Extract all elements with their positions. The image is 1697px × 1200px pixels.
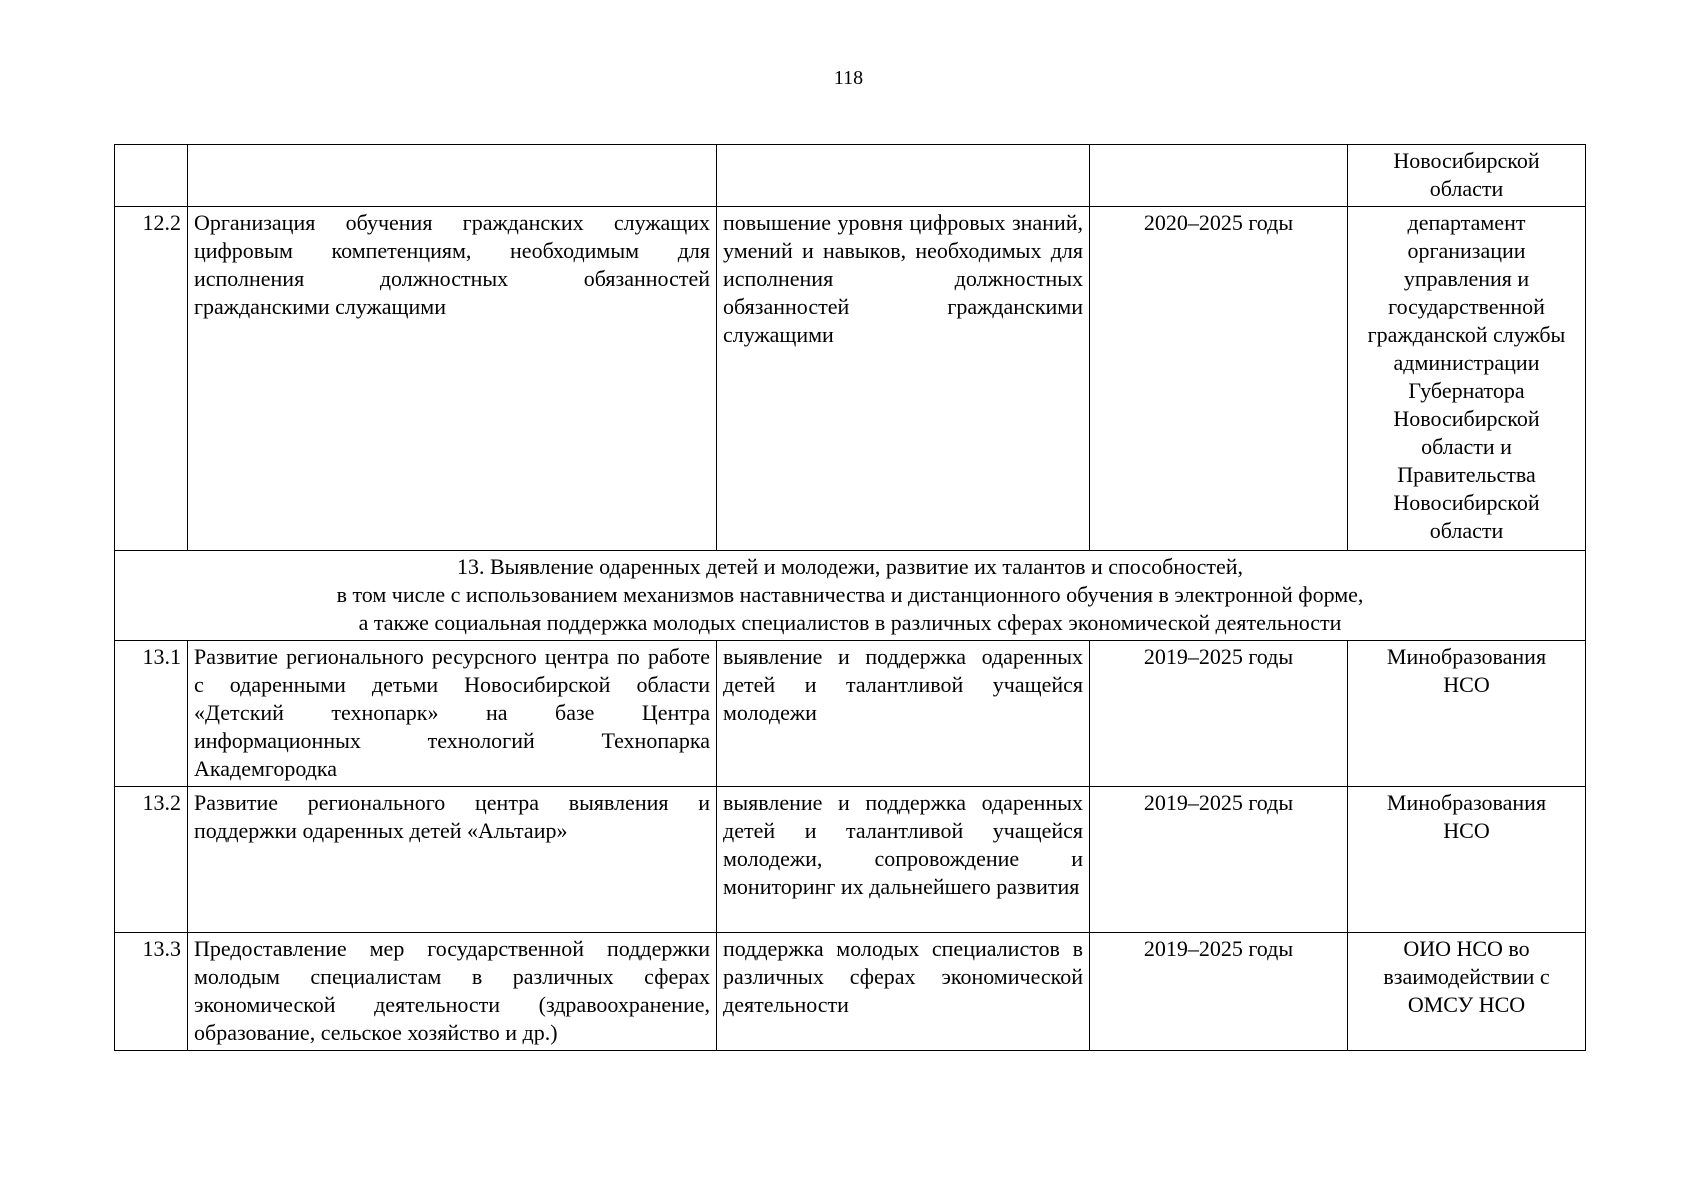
section-heading-line-2: в том числе с использованием механизмов наставничества и дистанционного обучения в электронной форме, xyxy=(336,582,1364,607)
section-heading-line-3: а также социальная поддержка молодых специалистов в различных сферах экономической деятельности xyxy=(358,610,1342,635)
cell-num: 13.1 xyxy=(115,641,188,787)
table-row-13-1 xyxy=(115,641,1586,787)
cell-event xyxy=(188,145,717,207)
table-row-12-2 xyxy=(115,207,1586,551)
cell-result xyxy=(717,145,1090,207)
section-heading-line-1: 13. Выявление одаренных детей и молодежи, развитие их талантов и способностей, xyxy=(456,554,1244,579)
cell-period: 2019–2025 годы xyxy=(1090,787,1348,933)
cell-num: 12.2 xyxy=(115,207,188,551)
cell-result: выявление и поддержка одаренных детей и талантливой учащейся молодежи xyxy=(717,641,1090,787)
cell-executor: ОИО НСО во взаимодействии с ОМСУ НСО xyxy=(1348,933,1586,1051)
table-section-13 xyxy=(115,551,1586,641)
cell-period: 2019–2025 годы xyxy=(1090,933,1348,1051)
cell-event: Развитие регионального ресурсного центра по работе с одаренными детьми Новосибирской области «Детский технопарк» на базе Центра информационных технологий Технопарка Академгородка xyxy=(188,641,717,787)
cell-executor: Минобразования НСО xyxy=(1348,787,1586,933)
cell-result: повышение уровня цифровых знаний, умений и навыков, необходимых для исполнения должностных обязанностей гражданскими служащими xyxy=(717,207,1090,551)
cell-event: Развитие регионального центра выявления и поддержки одаренных детей «Альтаир» xyxy=(188,787,717,933)
cell-period: 2020–2025 годы xyxy=(1090,207,1348,551)
cell-period: 2019–2025 годы xyxy=(1090,641,1348,787)
cell-result: выявление и поддержка одаренных детей и талантливой учащейся молодежи, сопровождение и мониторинг их дальнейшего развития xyxy=(717,787,1090,933)
table-row-13-3 xyxy=(115,933,1586,1051)
cell-event: Предоставление мер государственной поддержки молодым специалистам в различных сферах экономической деятельности (здравоохранение, образование, сельское хозяйство и др.) xyxy=(188,933,717,1051)
cell-num: 13.2 xyxy=(115,787,188,933)
cell-period xyxy=(1090,145,1348,207)
table-row-13-2 xyxy=(115,787,1586,933)
cell-executor: Новосибирской области xyxy=(1348,145,1586,207)
section-heading xyxy=(115,551,1586,641)
page-number: 118 xyxy=(833,67,864,89)
plan-table xyxy=(114,144,1586,1051)
cell-result: поддержка молодых специалистов в различных сферах экономической деятельности xyxy=(717,933,1090,1051)
cell-executor: департамент организации управления и государственной гражданской службы администрации Губернатора Новосибирской области и Правительства Новосибирской области xyxy=(1348,207,1586,551)
table-row-continuation xyxy=(115,145,1586,207)
cell-num xyxy=(115,145,188,207)
cell-event: Организация обучения гражданских служащих цифровым компетенциям, необходимым для исполнения должностных обязанностей гражданскими служащими xyxy=(188,207,717,551)
cell-num: 13.3 xyxy=(115,933,188,1051)
cell-executor: Минобразования НСО xyxy=(1348,641,1586,787)
